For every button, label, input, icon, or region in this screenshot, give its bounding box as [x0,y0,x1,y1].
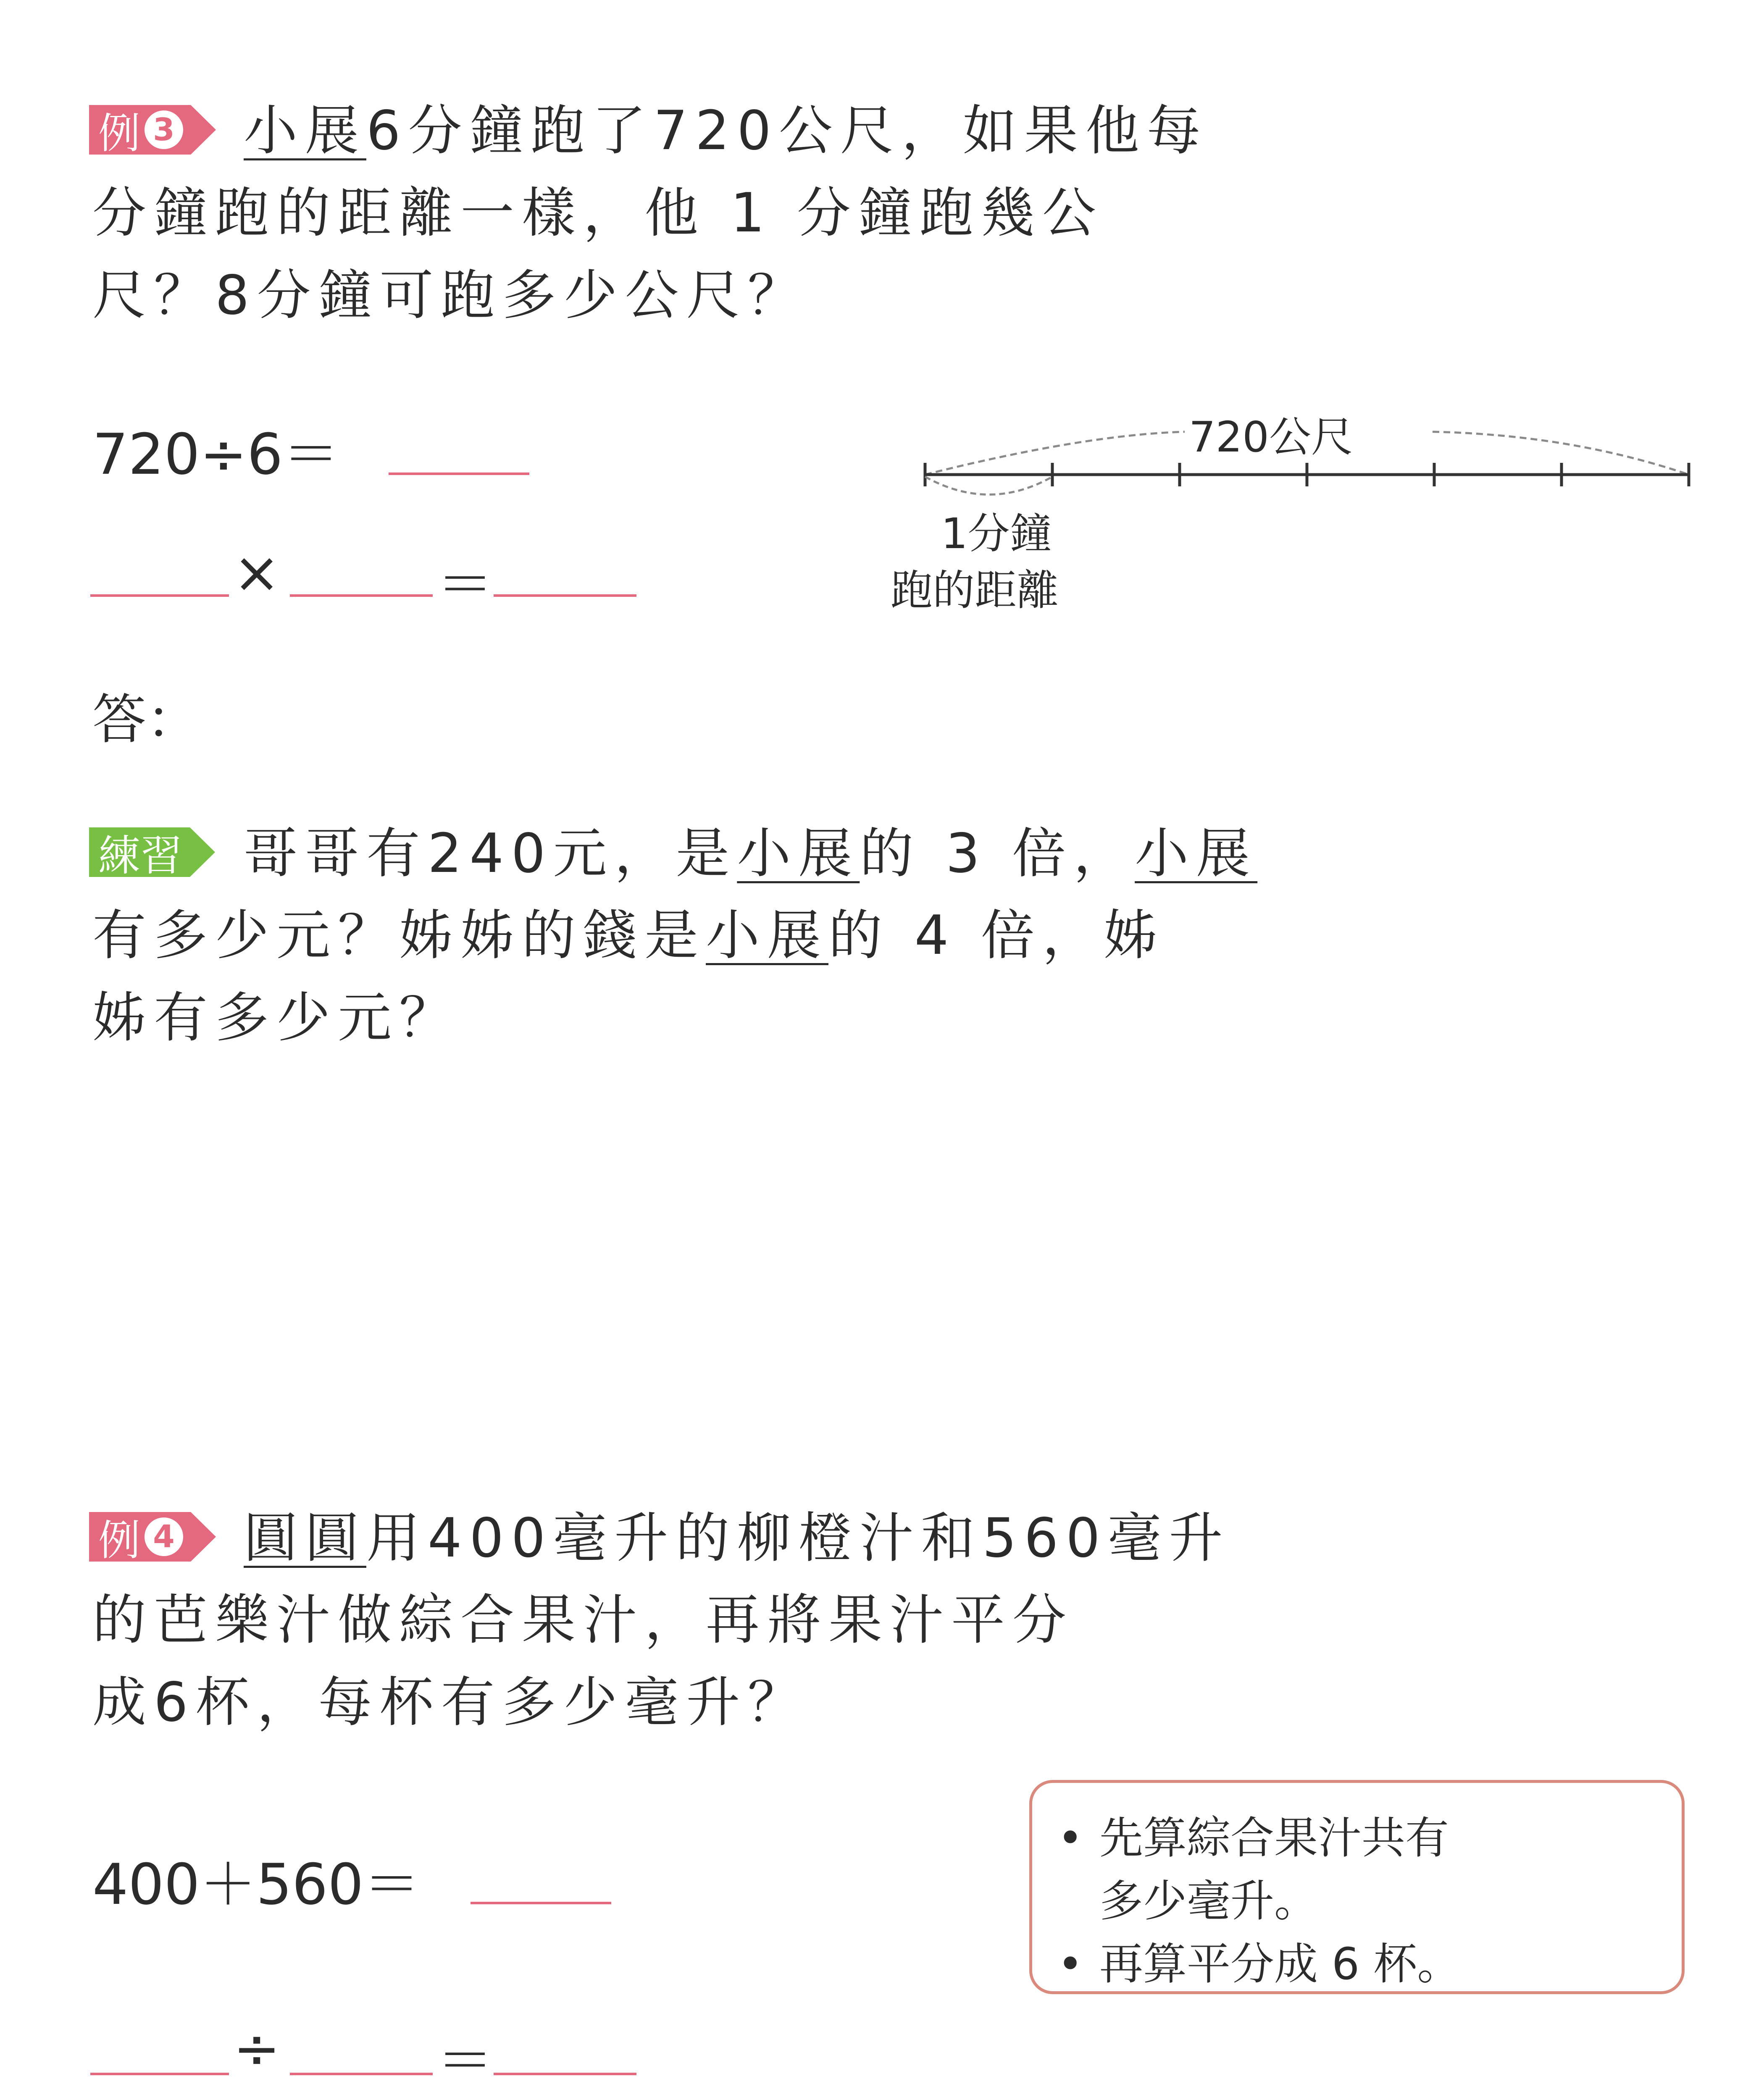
example-4-question-rest: 的芭樂汁做綜合果汁，再將果汁平分 成6杯，每杯有多少毫升？ [92,1589,1074,1734]
total-length-label: 720公尺 [1189,412,1353,462]
tag-arrow-icon [190,827,215,877]
example-4-question-line1: 圓圓用400毫升的柳橙汁和560毫升 [244,1507,1230,1570]
answer-blank[interactable] [494,2073,636,2075]
hint-item: • 再算平分成 6 杯。 [1057,1932,1665,1995]
total-brace-left [925,432,1185,475]
equals-sign: ＝ [437,2028,494,2094]
answer-blank[interactable] [471,1902,611,1904]
segment-label-line1: 1分鐘 [941,509,1052,558]
name-yuanyuan: 圓圓 [244,1507,367,1570]
answer-blank[interactable] [90,594,229,597]
segment-label-line2: 跑的距離 [891,566,1059,615]
name-xiaozhan: 小展 [737,822,860,885]
tag-arrow-icon [191,105,216,155]
example-tag-label: 例 [98,1516,140,1565]
times-sign: × [233,540,281,605]
segment-brace [925,477,1052,495]
divide-sign: ÷ [233,2016,281,2082]
bullet-icon: • [1057,1938,1083,1990]
hint-item: • 先算綜合果汁共有 多少毫升。 [1057,1806,1665,1932]
name-xiaozhan: 小展 [244,100,367,162]
answer-blank[interactable] [290,594,433,597]
equals-sign: ＝ [437,552,494,617]
equation-division: 720÷6＝ [92,422,339,487]
answer-blank[interactable] [389,472,529,475]
answer-blank[interactable] [494,594,636,597]
answer-label: 答： [92,688,200,751]
example-3-tag [89,105,216,158]
example-3-question-rest: 分鐘跑的距離一樣，他 1 分鐘跑幾公 尺？8分鐘可跑多少公尺？ [92,182,1104,327]
example-4-tag [89,1512,216,1565]
practice-question-line1: 哥哥有240元，是小展的 3 倍，小展 [244,822,1258,885]
practice-question-rest: 有多少元？姊姊的錢是小展的 4 倍，姊 姊有多少元？ [92,904,1165,1049]
example-number-badge: 4 [145,1517,183,1556]
practice-tag [89,827,215,880]
name-xiaozhan: 小展 [706,904,829,967]
answer-blank[interactable] [290,2073,433,2075]
name-xiaozhan: 小展 [1135,822,1258,885]
answer-blank[interactable] [90,2073,229,2075]
hint-box [1029,1780,1685,1994]
bullet-icon: • [1057,1812,1083,1864]
equation-sum: 400＋560＝ [92,1852,420,1917]
example-3-question-line1: 小展6分鐘跑了720公尺，如果他每 [244,100,1208,162]
tag-arrow-icon [191,1512,216,1562]
example-number-badge: 3 [145,110,183,149]
practice-tag-label: 練習 [98,831,182,880]
example-tag-label: 例 [98,109,140,158]
